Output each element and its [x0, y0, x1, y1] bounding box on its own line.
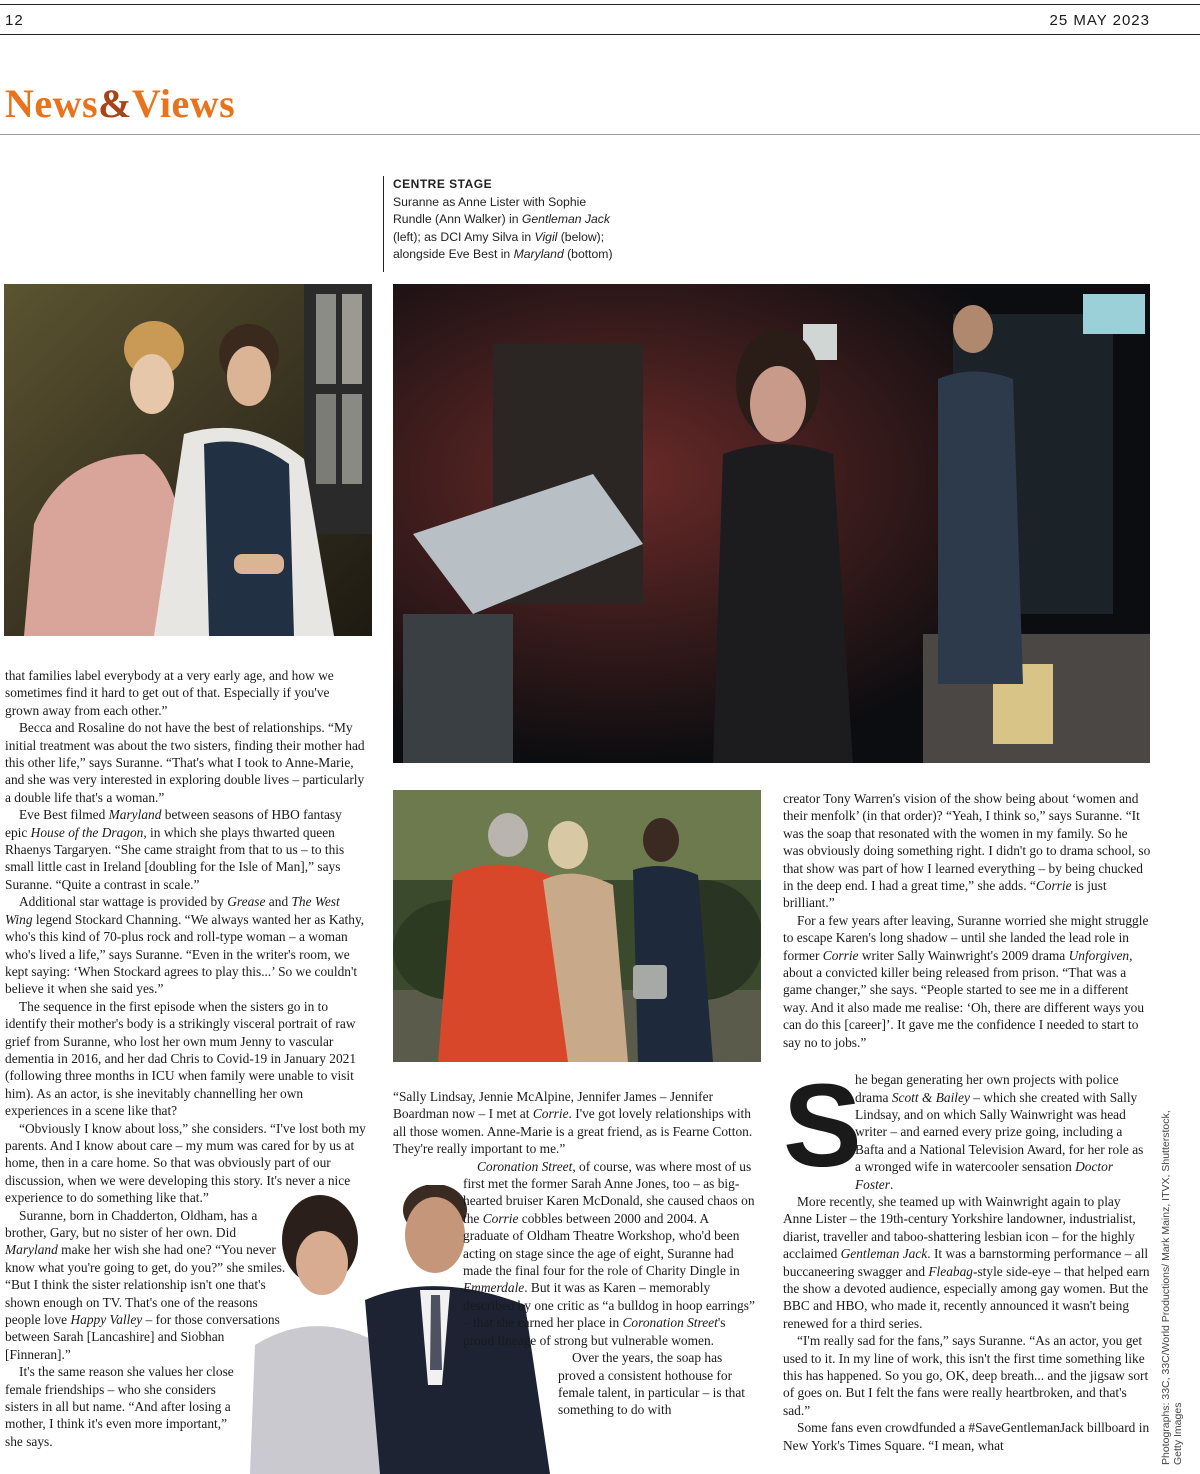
header-rule	[0, 34, 1200, 35]
article-paragraph: More recently, she teamed up with Wainwright again to play Anne Lister – the 19th-century Yorkshire landowner, industrialist, diarist, traveller and taboo-shattering lesbian icon – for the highly acclaimed Gentleman Jack. It was a barnstorming performance – all buccaneering swagger and Fleabag-style side-eye – that helped earn the show a devoted audience, especially among gay women. But the BBC and HBO, who made it, recently announced it wasn't being renewed for a third series.	[783, 1193, 1150, 1331]
article-column-3	[783, 790, 1151, 1454]
article-paragraph: “I'm really sad for the fans,” says Suranne. “As an actor, you get used to it. In my line of work, this isn't the first time something like this has happened. So you go, OK, deep breath... and the jigsaw sort of goes on. But I felt the fans were really heartbroken, and that's sad.”	[783, 1333, 1149, 1418]
article-paragraph: “Sally Lindsay, Jennie McAlpine, Jennifer James – Jennifer Boardman now – I met at Corrie. I've got lovely relationships with all those women. Anne-Marie is a great friend, as is Fearne Cotton. They're really important to me.”	[393, 1089, 753, 1157]
masthead-ampersand: &	[98, 81, 132, 126]
drop-cap: S	[783, 1060, 862, 1193]
caption-line: alongside Eve Best in Maryland (bottom)	[393, 247, 613, 261]
article-paragraph: It's the same reason she values her close female friendships – who she considers sisters in all but name. “And after losing a mother, I think it's even more important,” she says.	[5, 1364, 234, 1449]
caption-line: (left); as DCI Amy Silva in Vigil (below);	[393, 229, 605, 244]
masthead-rule	[0, 134, 1200, 135]
article-paragraph: For a few years after leaving, Suranne worried she might struggle to escape Karen's long shadow – until she landed the lead role in former Corrie writer Sally Wainwright's 2009 drama Unforgiven, about a convicted killer being released from prison. “That was a game changer,” she says. “People started to see me in a different way. And it also made me realise: ‘Oh, there are different ways you can do this [career]’. It gave me the confidence I needed to start to say no to jobs.”	[783, 912, 1149, 1050]
caption-line: Suranne as Anne Lister with Sophie	[393, 194, 587, 209]
article-column-2	[393, 1088, 755, 1419]
maryland-photo	[393, 790, 761, 1062]
caption-divider	[383, 176, 384, 272]
article-paragraph: he began generating her own projects with police drama Scott & Bailey – which she created with Sally Lindsay, and on which Sally Wainwright was head writer – and earned every prize going, including a Bafta and a National Television Award, for her role as a wronged wife in watercooler sensation Doctor Foster.	[855, 1072, 1144, 1192]
section-masthead	[5, 80, 235, 127]
article-paragraph: The sequence in the first episode when the sisters go in to identify their mother's body is a strikingly visceral portrait of raw grief from Suranne, who lost her own mum Jenny to vascular dementia in 2016, and her dad Chris to Covid-19 in January 2021 (following three months in ICU when family were unable to visit him). As an actor, is she inevitably channelling her own experiences in a scene like that?	[5, 998, 357, 1119]
photo-caption	[393, 176, 633, 264]
masthead-views: Views	[131, 81, 236, 126]
article-paragraph: that families label everybody at a very early age, and how we sometimes find it hard to get out of that. Especially if you've grown away from each other.”	[5, 668, 334, 718]
page-number: 12	[5, 12, 24, 29]
gentleman-jack-photo	[4, 284, 372, 636]
article-paragraph: Additional star wattage is provided by Grease and The West Wing legend Stockard Channing. “We always wanted her as Kathy, who's this kind of 70-plus rock and roll-type woman – a woman who's lived a life,” says Suranne. “Even in the writer's room, we kept saying: ‘When Stockard agrees to play this...’ So we couldn't believe it when she said yes.”	[5, 894, 365, 997]
issue-date: 25 MAY 2023	[1049, 12, 1150, 29]
article-column-1	[5, 667, 367, 1450]
article-paragraph: Some fans even crowdfunded a #SaveGentlemanJack billboard in New York's Times Square. “I mean, what	[783, 1420, 1150, 1453]
caption-title: CENTRE STAGE	[393, 177, 493, 191]
article-paragraph: creator Tony Warren's vision of the show being about ‘women and their menfolk’ (in that order)? “Yeah, I think so,” says Suranne. “It was the soap that resonated with the women in my family. So he was obviously doing something right. I didn't go to drama school, so that show was part of how I learned everything – by being chucked in the deep end. I had a great time,” she adds. “Corrie is just brilliant.”	[783, 791, 1151, 911]
article-paragraph: “Obviously I know about loss,” she considers. “I've lost both my parents. And I know about care – my mum was cared for by us at home, then in a care home. So that was obviously part of our discussion, when we were developing this story. It's never a nice experience to do something like that.”	[5, 1120, 366, 1206]
photo-credit: Photographs: 33C, 33C/World Productions/ Mark Mainz, ITVX, Shutterstock, Getty Images	[1160, 1110, 1184, 1465]
article-paragraph: Suranne, born in Chadderton, Oldham, has a brother, Gary, but no sister of her own. Did Maryland make her wish she had one? “You never know what you're going to get, do you?” she smiles. “But I think the sister relationship isn't one that's shown enough on TV. That's one of the reasons people love Happy Valley – for those conversations between Sarah [Lancashire] and Siobhan [Finneran].”	[5, 1207, 286, 1362]
article-paragraph: Becca and Rosaline do not have the best of relationships. “My initial treatment was about the two sisters, finding their mother had this other life,” says Suranne. “That's what I took to Anne-Marie, and she was very interested in exploring double lives – particularly a double life that's a woman.”	[5, 720, 365, 805]
caption-line: Rundle (Ann Walker) in Gentleman Jack	[393, 212, 610, 226]
masthead-news: News	[5, 81, 99, 126]
article-paragraph: Coronation Street, of course, was where most of us first met the former Sarah Anne Jones, too – as big-hearted bruiser Karen McDonald, she caused chaos on the Corrie cobbles between 2000 and 2004. A graduate of Oldham Theatre Workshop, who'd been acting on stage since the age of eight, Suranne had made the final four for the role of Charity Dingle in Emmerdale. But it was as Karen – memorably described by one critic as “a bulldog in hoop earrings” – that she earned her place in Coronation Street's proud lineage of strong but vulnerable women.	[463, 1158, 755, 1348]
article-paragraph: Eve Best filmed Maryland between seasons of HBO fantasy epic House of the Dragon, in which she plays thwarted queen Rhaenys Targaryen. “She came straight from that to us – to this small little cast in Ireland [doubling for the Isle of Man],” says Suranne. “Quite a contrast in scale.”	[5, 807, 345, 892]
vigil-photo	[393, 284, 1150, 763]
article-paragraph: Over the years, the soap has proved a consistent hothouse for female talent, in particular – is that something to do with	[558, 1350, 746, 1418]
top-rule	[0, 4, 1200, 5]
